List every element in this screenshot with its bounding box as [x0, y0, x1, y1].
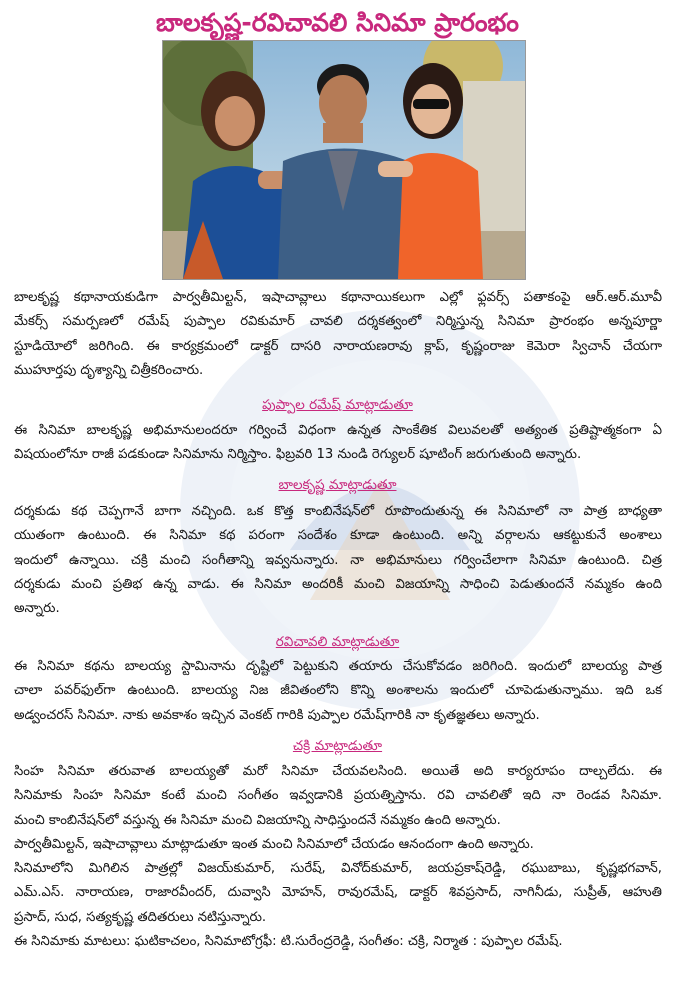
- paragraph-line: ఈ సినిమాకు మాటలు: ఘటికాచలం, సినిమాటోగ్రఫీ: టి.సురేంద్రరెడ్డి, సంగీతం: చక్రి, నిర్మాత : పుప్పాల రమేష్.: [14, 934, 563, 950]
- paragraph-line: మంచి కాంబినేషన్‌లో వస్తున్న ఈ సినిమా మంచి విజయాన్ని సాధిస్తుందనే నమ్మకం ఉంది అన్నారు.: [14, 812, 501, 828]
- article-photo: [162, 40, 526, 280]
- section-paragraph: [14, 760, 662, 954]
- section-heading: పుప్పాల రమేష్ మాట్లాడుతూ: [262, 397, 413, 413]
- paragraph-line: ఈ సినిమా కథను బాలయ్య స్టామినాను దృష్టిలో పెట్టుకుని తయారు చేసుకోవడం జరిగింది. ఇందులో బాలయ్య పాత్ర: [14, 659, 662, 674]
- paragraph-line: విషయంలోనూ రాజీ పడకుండా సినిమాను నిర్మిస్తాం. ఫిబ్రవరి 13 నుండి రెగ్యులర్ షూటింగ్ జరుగుతుంది అన్నారు.: [14, 447, 582, 463]
- section-paragraph: [14, 419, 662, 468]
- section-heading: బాలకృష్ణ మాట్లాడుతూ: [278, 477, 397, 493]
- paragraph-line: మేకర్స్ సమర్పణలో రమేష్ పుప్పాల రవికుమార్ చావలి దర్శకత్వంలో నిర్మిస్తున్న సినిమా ప్రారంభం అన్నపూర్ణా: [14, 314, 662, 330]
- paragraph-line: ఇందులో ఉన్నాయి. చక్రి మంచి సంగీతాన్ని ఇవ్వనున్నారు. నా అభిమానులు గర్వించేలాగా సినిమా ఉంటుంది. చిత్ర: [14, 552, 662, 568]
- paragraph-line: బాలకృష్ణ కథానాయకుడిగా పార్వతీమిల్టన్, ఇషాచావ్లాలు కథానాయికలుగా ఎల్లో ఫ్లవర్స్ పతాకంపై ఆర్.ఆర్.మూవీ: [14, 290, 662, 305]
- section-heading: చక్రి మాట్లాడుతూ: [292, 738, 383, 754]
- paragraph-line: దర్శకుడు మంచి ప్రతిభ ఉన్న వాడు. ఈ సినిమా అందరికీ మంచి విజయాన్ని సాధించి పెడుతుందనే నమ్మకం ఉంది: [14, 576, 662, 592]
- paragraph-line: ఎమ్.ఎస్. నారాయణ, రాజారవీందర్, దువ్వాసి మోహన్, రావురమేష్, డాక్టర్ శివప్రసాద్, నాగినీడు, సుప్రీత్, ఆహుతి: [14, 885, 662, 901]
- paragraph-line: సింహ సినిమా తరువాత బాలయ్యతో మరో సినిమా చేయవలసింది. అయితే అది కార్యరూపం దాల్చలేదు. ఈ: [14, 764, 662, 779]
- section-paragraph: [14, 655, 662, 728]
- paragraph-line: సినిమాకు సింహ సినిమా కంటే మంచి సంగీతం ఇవ్వడానికి ప్రయత్నిస్తాను. రవి చావలితో ఇది నా రెండవ సినిమా.: [14, 788, 662, 804]
- paragraph-line: పార్వతీమిల్టన్, ఇషాచావ్లాలు మాట్లాడుతూ ఇంత మంచి సినిమాలో చేయడం ఆనందంగా ఉంది అన్నారు.: [14, 836, 534, 852]
- paragraph-line: ముహూర్తపు దృశ్యాన్ని చిత్రీకరించారు.: [14, 362, 204, 378]
- photo-illustration: [163, 41, 525, 279]
- paragraph-line: ఈ సినిమా బాలకృష్ణ అభిమానులందరూ గర్వించే విధంగా ఉన్నత సాంకేతిక విలువలతో అత్యంత ప్రతిష్టాత్మకంగా ఏ: [14, 423, 662, 438]
- paragraph-line: అన్నారు.: [14, 601, 60, 617]
- article-headline: బాలకృష్ణ-రవిచావలి సినిమా ప్రారంభం: [156, 8, 519, 37]
- paragraph-line: యుతంగా ఉంటుంది. ఈ సినిమా కథ పరంగా సందేశం కూడా ఉంటుంది. అన్ని వర్గాలను ఆకట్టుకునే అంశాలు: [14, 528, 662, 544]
- paragraph-line: ప్రసాద్, సుధ, సత్యకృష్ణ తదితరులు నటిస్తున్నారు.: [14, 909, 267, 925]
- section-paragraph: [14, 500, 662, 621]
- paragraph-line: చాలా పవర్‌ఫుల్‌గా ఉంటుంది. బాలయ్య నిజ జీవితంలోని కొన్ని అంశాలను ఇందులో చూపెడుతున్నాము. ఇది ఒక: [14, 683, 662, 699]
- paragraph-line: దర్శకుడు కథ చెప్పగానే బాగా నచ్చింది. ఒక కొత్త కాంబినేషన్‌లో రూపొందుతున్న ఈ సినిమాలో నా పాత్ర బాధ్యతా: [14, 504, 662, 519]
- paragraph-line: స్టూడియోలో జరిగింది. ఈ కార్యక్రమంలో డాక్టర్ దాసరి నారాయణరావు క్లాప్, కృష్ణంరాజు కెమెరా స్విచాన్ చేయగా: [14, 338, 662, 354]
- intro-paragraph: [14, 286, 662, 383]
- section-heading: రవిచావలి మాట్లాడుతూ: [275, 634, 400, 650]
- paragraph-line: అడ్వంచరస్ సినిమా. నాకు అవకాశం ఇచ్చిన వెంకట్ గారికి పుప్పాల రమేష్‌గారికి నా కృతజ్ఞతలు అన్నారు.: [14, 707, 540, 723]
- paragraph-line: సినిమాలోని మిగిలిన పాత్రల్లో విజయ్‌కుమార్, సురేష్, వినోద్‌కుమార్, జయప్రకాష్‌రెడ్డి, రఘుబాబు, కృష్ణభగవాన్,: [14, 861, 662, 877]
